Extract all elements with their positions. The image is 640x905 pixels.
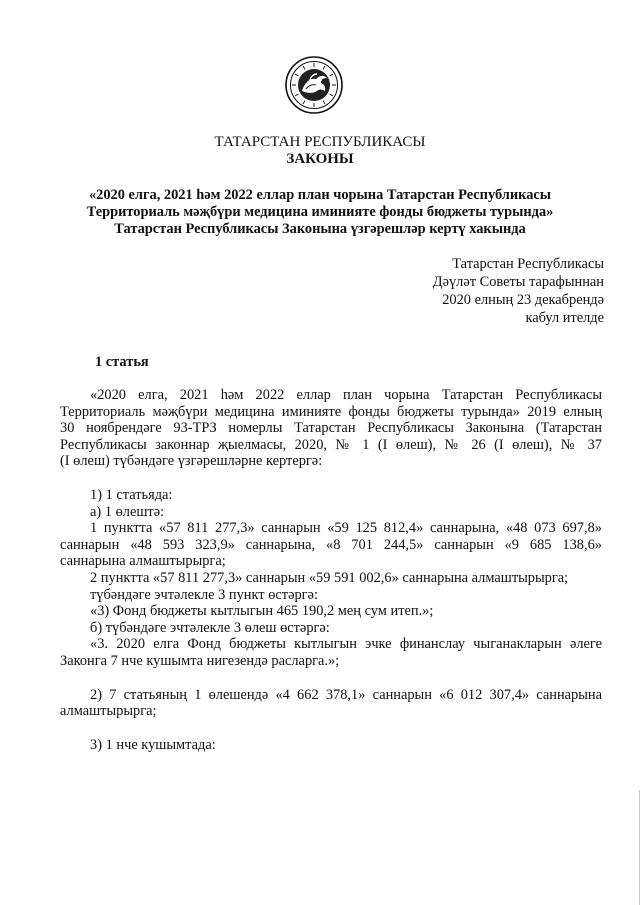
paragraph-line: (I өлеш) түбәндәге үзгәрешләрне кертергә: [60,453,323,470]
adoption-line: кабул ителде [525,310,604,326]
adoption-line: 2020 елның 23 декабрендә [442,292,604,308]
paragraph-line: 2 пунктта «57 811 277,3» саннарын «59 591 002,6» саннарына алмаштырырга; [90,569,569,586]
list-item: а) 1 өлештә: [90,503,165,520]
law-title [0,187,640,238]
coat-of-arms-icon [285,56,343,114]
document-type: ЗАКОНЫ [286,151,354,167]
article-heading: 1 статья [95,354,149,370]
paragraph-line: саннарына алмаштырырга; [60,553,226,570]
paragraph-line: 2) 7 статьяның 1 өлешендә «4 662 378,1» саннарын «6 012 307,4» саннарына [90,686,602,703]
article-body [60,387,602,753]
paragraph-line: 1 пунктта «57 811 277,3» саннарын «59 125 812,4» саннарына, «48 073 697,8» [90,520,602,537]
paragraph-line: Территориаль мәҗбүри медицина иминияте фонды бюджеты турында» 2019 елның [60,403,602,420]
paragraph-gap [60,670,602,687]
republic-name: ТАТАРСТАН РЕСПУБЛИКАСЫ [214,134,426,150]
paragraph-gap [60,720,602,737]
list-item: 3) 1 нче кушымтада: [90,736,216,753]
paragraph-line: «3. 2020 елга Фонд бюджеты кытлыгын эчке финанслау чыганакларын әлеге [90,636,602,653]
paragraph-line: алмаштырырга; [60,703,157,720]
law-title-line: Татарстан Республикасы Законына үзгәрешләр кертү хакында [114,221,526,237]
law-title-line: «2020 елга, 2021 һәм 2022 еллар план чорына Татарстан Республикасы [88,187,552,203]
adoption-line: Дәүләт Советы тарафыннан [432,274,604,290]
list-item: б) түбәндәге эчтәлекле 3 өлеш өстәргә: [90,619,330,636]
paragraph-line: «3) Фонд бюджеты кытлыгын 465 190,2 мең сум итеп.»; [90,603,434,620]
paragraph-line: түбәндәге эчтәлекле 3 пункт өстәргә: [90,586,318,603]
adoption-note [433,255,604,327]
list-item: 1) 1 статьяда: [90,486,173,503]
paragraph-line: «2020 елга, 2021 һәм 2022 еллар план чорына Татарстан Республикасы [90,387,602,403]
paragraph-line: Законга 7 нче кушымта нигезендә расларга.»; [60,652,340,669]
adoption-line: Татарстан Республикасы [452,256,604,272]
paragraph-line: 30 ноябрендәге 93-ТРЗ номерлы Татарстан Республикасы Законына (Татарстан [60,420,602,437]
paragraph-line: саннарын «48 593 323,9» саннарына, «8 701 244,5» саннарын «9 685 138,6» [60,536,602,553]
paragraph-gap [60,470,602,487]
law-title-line: Территориаль мәҗбүри медицина иминияте фонды бюджеты турында» [86,204,554,220]
paragraph-line: Республикасы законнар җыелмасы, 2020, № 1 (I өлеш), № 26 (I өлеш), № 37 [60,436,602,453]
